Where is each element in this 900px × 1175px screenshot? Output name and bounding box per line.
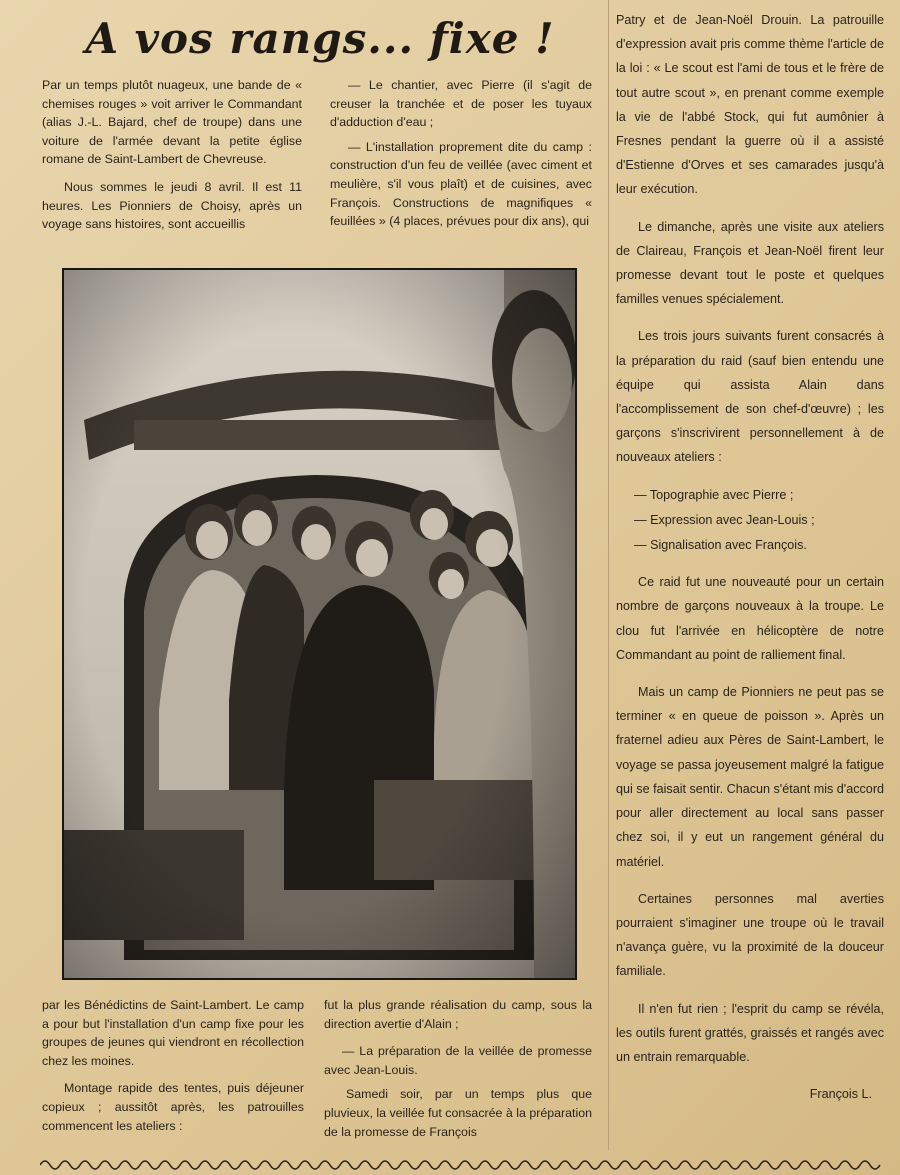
author-signature: François L. [809, 1087, 872, 1102]
decorative-border [40, 1153, 900, 1173]
photo-illustration [64, 270, 575, 978]
paragraph: Ce raid fut une nouveauté pour un certain nombre de garçons nouveaux à la troupe. Le clou fut l'arrivée en hélicoptère de notre Commandant au point de ralliement final. [616, 575, 884, 662]
column-2 [330, 76, 592, 237]
paragraph: Montage rapide des tentes, puis déjeuner copieux ; aussitôt après, les patrouilles commencent les ateliers : [42, 1081, 304, 1133]
paragraph: Le dimanche, après une visite aux ateliers de Claireau, François et Jean-Noël firent leur promesse devant tout le poste et quelques familles venues spécialement. [616, 219, 884, 307]
list-item: — La préparation de la veillée de promesse avec Jean-Louis. [324, 1044, 592, 1077]
list-item: — Topographie avec Pierre ; [634, 487, 794, 502]
list-item: — Expression avec Jean-Louis ; [634, 512, 815, 527]
paragraph: Il n'en fut rien ; l'esprit du camp se révéla, les outils furent grattés, graissés et rangés avec un entrain remarquable. [616, 1001, 884, 1064]
paragraph: Par un temps plutôt nuageux, une bande de « chemises rouges » voit arriver le Commandant (alias J.-L. Bajard, chef de troupe) dans une voiture de l'armée devant la petite église romane de Saint-Lambert de Chevreuse. [42, 78, 302, 167]
paragraph: Mais un camp de Pionniers ne peut pas se terminer « en queue de poisson ». Après un fraternel adieu aux Pères de Saint-Lambert, le voyage se passa joyeusement malgré la fatigue qui se faisait sentir. Chacun s'étant mis d'accord pour aller directement au local sans passer chez soi, il y eut un rangement général du matériel. [616, 685, 885, 869]
column-1 [42, 76, 302, 243]
list-item: — Signalisation avec François. [634, 538, 807, 553]
bottom-column-1 [42, 996, 304, 1144]
paragraph: Patry et de Jean-Noël Drouin. La patrouille d'expression avait pris comme thème l'article de la loi : « Le scout est l'ami de tous et le frère de tout autre scout », en prenant comme exemple la vie de l'abbé Stock, qui fut aumônier à Fresnes pendant la guerre où il a assisté d'Estienne d'Orves et ses camarades jusqu'à leur exécution. [616, 13, 884, 197]
bottom-column-2 [324, 996, 592, 1150]
column-3 [616, 8, 884, 1119]
column-divider [608, 0, 609, 1150]
list-item: — Le chantier, avec Pierre (il s'agit de creuser la tranchée et de poser les tuyaux d'adduction d'eau ; [330, 78, 592, 130]
list-item: — L'installation proprement dite du camp : construction d'un feu de veillée (avec ciment et meulière, s'il vous plaît) et de cuisines, avec François. Constructions de magnifiques « feuillées » (4 places, prévues pour dix ans), qui [330, 139, 592, 229]
group-photo [62, 268, 577, 980]
paragraph: fut la plus grande réalisation du camp, sous la direction avertie d'Alain ; [324, 998, 592, 1031]
paragraph: Certaines personnes mal averties pourraient s'imaginer une troupe où le travail n'avança guère, vu la proximité de la douceur familiale. [616, 891, 884, 979]
paragraph: Samedi soir, par un temps plus que pluvieux, la veillée fut consacrée à la préparation de la promesse de François [324, 1087, 592, 1139]
paragraph: par les Bénédictins de Saint-Lambert. Le camp a pour but l'installation d'un camp fixe pour les groupes de jeunes qui viendront en récollection chez les moines. [42, 998, 304, 1068]
article-title: A vos rangs... fixe ! [85, 14, 555, 63]
paragraph: Nous sommes le jeudi 8 avril. Il est 11 heures. Les Pionniers de Choisy, après un voyage sans histoires, sont accueillis [42, 179, 302, 232]
paragraph: Les trois jours suivants furent consacrés à la préparation du raid (sauf bien entendu une équipe qui assista Alain dans l'accomplissement de son chef-d'œuvre) ; les garçons s'inscrivirent personnellement à de nouveaux ateliers : [616, 329, 884, 465]
